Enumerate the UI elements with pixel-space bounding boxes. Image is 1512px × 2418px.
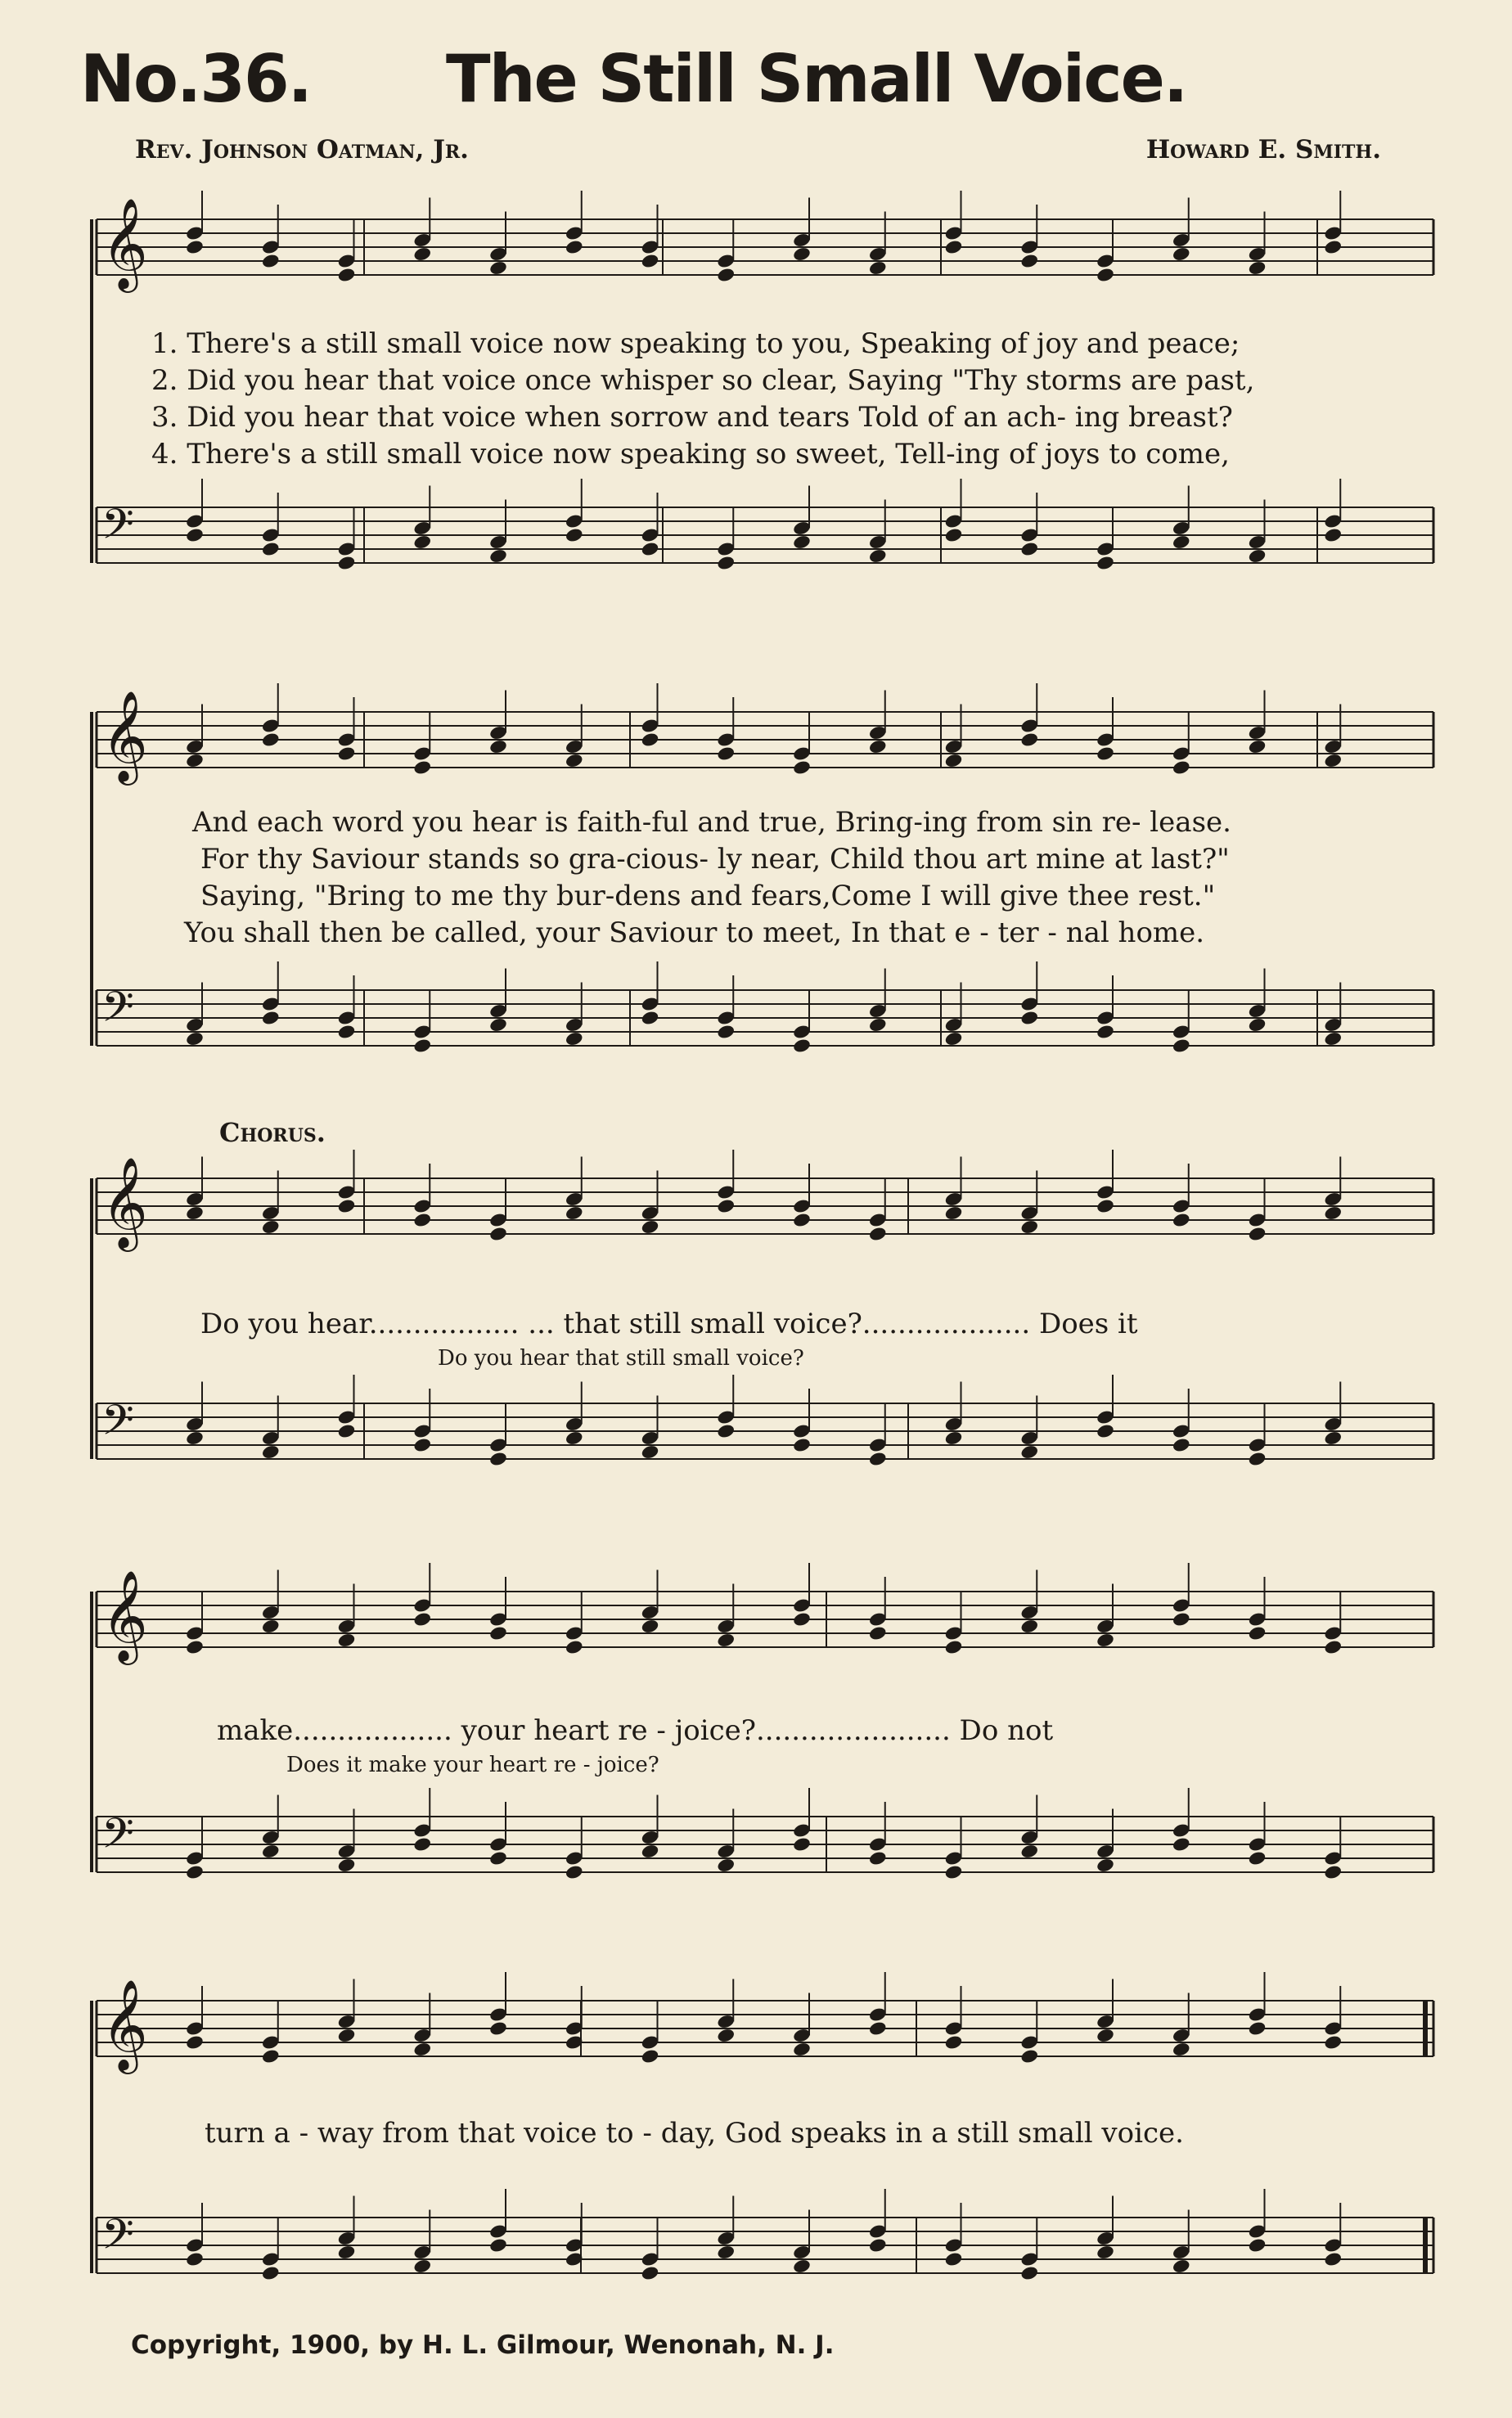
note-head <box>412 2258 432 2275</box>
note-head <box>488 739 508 755</box>
note-head <box>565 1639 584 1655</box>
note-head <box>641 1444 660 1461</box>
note-head <box>1248 260 1267 277</box>
note-head <box>565 1864 584 1880</box>
note-head <box>868 1451 888 1467</box>
note-head <box>261 1444 281 1461</box>
note-head <box>1323 2251 1343 2267</box>
note-head <box>944 1864 964 1880</box>
verse-line-4: 4. There's a still small voice now speaking so sweet, Tell-ing of joys to come, <box>151 438 1230 471</box>
note-head <box>1248 1017 1267 1033</box>
note-head <box>641 541 660 557</box>
note-head <box>716 2245 736 2261</box>
note-head <box>792 1038 812 1054</box>
note-head <box>1172 2042 1191 2058</box>
note-head <box>944 239 964 255</box>
note-head <box>1323 2034 1343 2051</box>
note-head <box>488 260 508 277</box>
note-head <box>1248 1850 1267 1866</box>
note-head <box>261 2265 281 2281</box>
note-head <box>261 253 281 269</box>
chorus-line-1-echo: Do you hear that still small voice? <box>438 1346 804 1371</box>
chorus-label: Chorus. <box>219 1117 326 1148</box>
verse-line-3: 3. Did you hear that voice when sorrow and tears Told of an ach- ing breast? <box>151 401 1233 434</box>
note-head <box>1019 2048 1039 2065</box>
note-head <box>1323 1639 1343 1655</box>
note-head <box>1172 246 1191 263</box>
note-head <box>868 2020 888 2037</box>
note-head <box>792 1836 812 1853</box>
note-head <box>261 732 281 748</box>
note-head <box>412 2042 432 2058</box>
note-head <box>337 2028 357 2044</box>
note-head <box>641 1619 660 1635</box>
note-head <box>1019 1619 1039 1635</box>
note-head <box>1096 1024 1115 1040</box>
verse2-line-4: You shall then be called, your Saviour to meet, In that e - ter - nal home. <box>184 916 1205 949</box>
note-head <box>1323 1031 1343 1047</box>
treble-clef: 𝄞 <box>101 1979 148 2070</box>
chorus-line-2-echo: Does it make your heart re - joice? <box>286 1753 659 1777</box>
note-head <box>1172 1437 1191 1453</box>
note-head <box>337 1024 357 1040</box>
note-head <box>185 1864 205 1880</box>
note-head <box>565 753 584 769</box>
note-head <box>337 267 357 283</box>
note-head <box>944 527 964 543</box>
note-head <box>1096 1423 1115 1439</box>
note-head <box>792 1437 812 1453</box>
note-head <box>944 753 964 769</box>
note-head <box>1019 1010 1039 1026</box>
note-head <box>261 1844 281 1860</box>
note-head <box>488 2020 508 2037</box>
note-head <box>792 2042 812 2058</box>
note-head <box>412 1836 432 1853</box>
note-head <box>185 239 205 255</box>
note-head <box>1096 555 1115 571</box>
note-head <box>1019 2265 1039 2281</box>
note-head <box>261 1010 281 1026</box>
note-head <box>1248 548 1267 565</box>
note-head <box>868 739 888 755</box>
note-head <box>1096 1198 1115 1214</box>
note-head <box>716 1857 736 1874</box>
note-head <box>1323 1430 1343 1447</box>
note-head <box>716 2028 736 2044</box>
bass-clef: 𝄢 <box>101 1808 134 1868</box>
note-head <box>1323 753 1343 769</box>
note-head <box>185 1639 205 1655</box>
note-head <box>1248 2237 1267 2254</box>
composer-credit: Howard E. Smith. <box>1145 135 1381 164</box>
note-head <box>641 1010 660 1026</box>
note-head <box>565 1430 584 1447</box>
note-head <box>412 759 432 776</box>
note-head <box>488 548 508 565</box>
note-head <box>868 260 888 277</box>
note-head <box>868 1226 888 1242</box>
hymn-number: No.36. <box>80 41 312 117</box>
verse2-line-3: Saying, "Bring to me thy bur-dens and fears,Come I will give thee rest." <box>200 880 1216 912</box>
note-head <box>1172 534 1191 551</box>
note-head <box>641 1219 660 1236</box>
note-head <box>1096 1857 1115 1874</box>
note-head <box>1096 1632 1115 1649</box>
copyright-notice: Copyright, 1900, by H. L. Gilmour, Wenonah, N. J. <box>131 2330 835 2360</box>
note-head <box>1323 1864 1343 1880</box>
note-head <box>716 745 736 762</box>
verse2-line-1: And each word you hear is faith-ful and true, Bring-ing from sin re- lease. <box>192 806 1231 839</box>
note-head <box>261 1219 281 1236</box>
chorus-line-1: Do you hear................. ... that still small voice?................... Does it <box>200 1308 1138 1340</box>
note-head <box>1096 267 1115 283</box>
note-head <box>337 1632 357 1649</box>
verse-line-1: 1. There's a still small voice now speaking to you, Speaking of joy and peace; <box>151 327 1240 360</box>
note-head <box>868 2237 888 2254</box>
note-head <box>337 2245 357 2261</box>
note-head <box>716 267 736 283</box>
note-head <box>565 1031 584 1047</box>
note-head <box>412 1038 432 1054</box>
note-head <box>641 2048 660 2065</box>
note-head <box>185 1031 205 1047</box>
bass-clef: 𝄢 <box>101 499 134 559</box>
note-head <box>868 1850 888 1866</box>
note-head <box>792 2258 812 2275</box>
note-head <box>1172 1212 1191 1228</box>
note-head <box>185 753 205 769</box>
note-head <box>1096 745 1115 762</box>
note-head <box>944 1430 964 1447</box>
note-head <box>1172 1836 1191 1853</box>
note-head <box>1019 1219 1039 1236</box>
note-head <box>944 1639 964 1655</box>
note-head <box>868 1017 888 1033</box>
note-head <box>1323 239 1343 255</box>
note-head <box>792 534 812 551</box>
chorus-line-3: turn a - way from that voice to - day, God speaks in a still small voice. <box>205 2117 1184 2150</box>
note-head <box>716 1423 736 1439</box>
note-head <box>565 239 584 255</box>
note-head <box>185 2034 205 2051</box>
note-head <box>641 253 660 269</box>
bass-clef: 𝄢 <box>101 982 134 1042</box>
bass-clef: 𝄢 <box>101 2209 134 2269</box>
note-head <box>261 541 281 557</box>
note-head <box>488 1226 508 1242</box>
note-head <box>1172 2258 1191 2275</box>
note-head <box>261 2048 281 2065</box>
note-head <box>944 1031 964 1047</box>
verse2-line-2: For thy Saviour stands so gra-cious- ly near, Child thou art mine at last?" <box>200 843 1230 876</box>
note-head <box>412 246 432 263</box>
note-head <box>412 1437 432 1453</box>
note-head <box>868 548 888 565</box>
note-head <box>412 534 432 551</box>
note-head <box>641 1844 660 1860</box>
note-head <box>488 1017 508 1033</box>
note-head <box>1019 541 1039 557</box>
note-head <box>337 555 357 571</box>
note-head <box>565 1205 584 1222</box>
note-head <box>944 2251 964 2267</box>
bass-clef: 𝄢 <box>101 1395 134 1455</box>
note-head <box>412 1611 432 1628</box>
note-head <box>337 1423 357 1439</box>
note-head <box>792 246 812 263</box>
note-head <box>792 1611 812 1628</box>
hymn-title: The Still Small Voice. <box>446 41 1187 117</box>
note-head <box>337 1198 357 1214</box>
note-head <box>1248 739 1267 755</box>
note-head <box>1323 527 1343 543</box>
note-head <box>716 1632 736 1649</box>
note-head <box>337 745 357 762</box>
note-head <box>185 1205 205 1222</box>
note-head <box>716 1024 736 1040</box>
note-head <box>488 1625 508 1641</box>
note-head <box>488 1451 508 1467</box>
note-head <box>1096 2245 1115 2261</box>
note-head <box>1248 1451 1267 1467</box>
note-head <box>1323 1205 1343 1222</box>
note-head <box>641 732 660 748</box>
note-head <box>261 1619 281 1635</box>
note-head <box>1172 1611 1191 1628</box>
note-head <box>185 527 205 543</box>
treble-clef: 𝄞 <box>101 1156 148 1248</box>
note-head <box>868 1625 888 1641</box>
note-head <box>185 1430 205 1447</box>
note-head <box>337 1857 357 1874</box>
note-head <box>565 527 584 543</box>
note-head <box>185 2251 205 2267</box>
note-head <box>944 2034 964 2051</box>
note-head <box>716 555 736 571</box>
note-head <box>1019 1844 1039 1860</box>
note-head <box>1248 1625 1267 1641</box>
note-head <box>1248 1226 1267 1242</box>
chorus-line-2: make.................. your heart re - joice?...................... Do not <box>217 1714 1054 1747</box>
author-credit: Rev. Johnson Oatman, Jr. <box>135 135 469 164</box>
treble-clef: 𝄞 <box>101 197 148 289</box>
note-head <box>1019 253 1039 269</box>
note-head <box>1019 1444 1039 1461</box>
note-head <box>1019 732 1039 748</box>
note-head <box>641 2265 660 2281</box>
note-head <box>1172 759 1191 776</box>
note-head <box>944 1205 964 1222</box>
note-head <box>412 1212 432 1228</box>
note-head <box>1248 2020 1267 2037</box>
note-head <box>716 1198 736 1214</box>
treble-clef: 𝄞 <box>101 1569 148 1661</box>
note-head <box>792 1212 812 1228</box>
note-head <box>792 759 812 776</box>
verse-line-2: 2. Did you hear that voice once whisper so clear, Saying "Thy storms are past, <box>151 364 1255 397</box>
note-head <box>1172 1038 1191 1054</box>
treble-clef: 𝄞 <box>101 690 148 781</box>
note-head <box>1096 2028 1115 2044</box>
note-head <box>488 1850 508 1866</box>
note-head <box>488 2237 508 2254</box>
